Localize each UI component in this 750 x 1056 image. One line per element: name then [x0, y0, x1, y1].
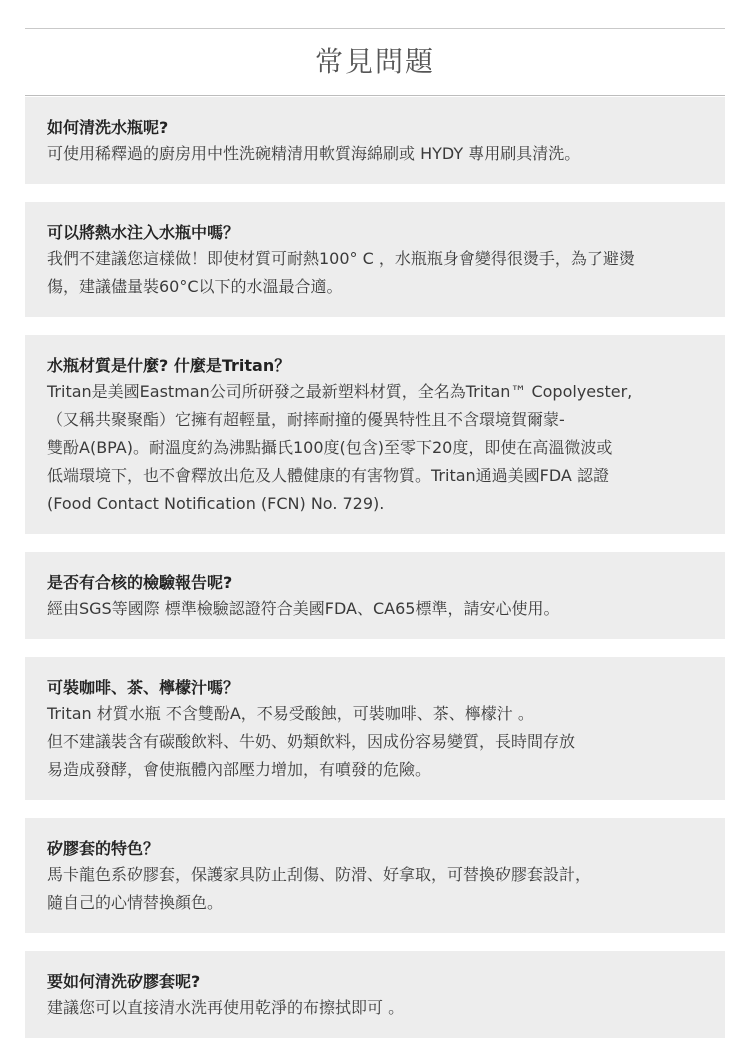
faq-answer	[47, 140, 703, 168]
faq-answer-line: (Food Contact Notification (FCN) No. 729).	[47, 494, 385, 513]
faq-answer	[47, 378, 703, 518]
faq-answer	[47, 245, 703, 301]
faq-item-sleeve-cleaning	[25, 951, 725, 1038]
faq-question: 如何清洗水瓶呢?	[47, 118, 169, 137]
title-divider	[25, 95, 725, 96]
faq-item-beverages	[25, 657, 725, 800]
faq-question: 要如何清洗矽膠套呢?	[47, 972, 201, 991]
faq-answer-line: Tritan是美國Eastman公司所研發之最新塑料材質，全名為Tritan™ Copolyester,	[47, 382, 633, 401]
page-title: 常見問題	[314, 45, 435, 78]
faq-item-silicone-sleeve	[25, 818, 725, 933]
faq-answer-line: 雙酚A(BPA)。耐溫度約為沸點攝氏100度(包含)至零下20度，即使在高溫微波或	[47, 438, 613, 457]
faq-answer	[47, 994, 703, 1022]
faq-answer	[47, 700, 703, 784]
faq-answer	[47, 595, 703, 623]
faq-item-cleaning	[25, 97, 725, 184]
faq-answer-line: 經由SGS等國際 標準檢驗認證符合美國FDA、CA65標準，請安心使用。	[47, 599, 560, 618]
faq-answer-line: Tritan 材質水瓶 不含雙酚A，不易受酸蝕，可裝咖啡、茶、檸檬汁 。	[47, 704, 534, 723]
faq-answer	[47, 861, 703, 917]
faq-answer-line: 馬卡龍色系矽膠套，保護家具防止刮傷、防滑、好拿取，可替換矽膠套設計，	[47, 865, 592, 884]
faq-question: 矽膠套的特色？	[47, 839, 160, 858]
faq-answer-line: 低端環境下，也不會釋放出危及人體健康的有害物質。Tritan通過美國FDA 認證	[47, 466, 609, 485]
faq-question: 水瓶材質是什麼? 什麼是Tritan？	[47, 356, 291, 375]
faq-answer-line: 傷，建議儘量裝60°C以下的水溫最合適。	[47, 277, 343, 296]
faq-answer-line: 隨自己的心情替換顏色。	[47, 893, 224, 912]
faq-list	[25, 97, 725, 1056]
faq-answer-line: 但不建議裝含有碳酸飲料、牛奶、奶類飲料，因成份容易變質，長時間存放	[47, 732, 576, 751]
faq-answer-line: 建議您可以直接清水洗再使用乾淨的布擦拭即可 。	[47, 998, 405, 1017]
faq-item-material	[25, 335, 725, 534]
faq-question: 可以將熱水注入水瓶中嗎？	[47, 223, 240, 242]
faq-item-inspection-report	[25, 552, 725, 639]
top-divider	[25, 28, 725, 29]
faq-answer-line: 易造成發酵，會使瓶體內部壓力增加，有噴發的危險。	[47, 760, 432, 779]
faq-answer-line: 可使用稀釋過的廚房用中性洗碗精清用軟質海綿刷或 HYDY 專用刷具清洗。	[47, 144, 581, 163]
faq-question: 可裝咖啡、茶、檸檬汁嗎？	[47, 678, 240, 697]
faq-answer-line: 我們不建議您這樣做！即使材質可耐熱100° C ，水瓶瓶身會變得很燙手，為了避燙	[47, 249, 635, 268]
faq-answer-line: （又稱共聚聚酯）它擁有超輕量，耐摔耐撞的優異特性且不含環境賀爾蒙-	[47, 410, 565, 429]
faq-question: 是否有合核的檢驗報告呢?	[47, 573, 233, 592]
faq-item-hot-water	[25, 202, 725, 317]
